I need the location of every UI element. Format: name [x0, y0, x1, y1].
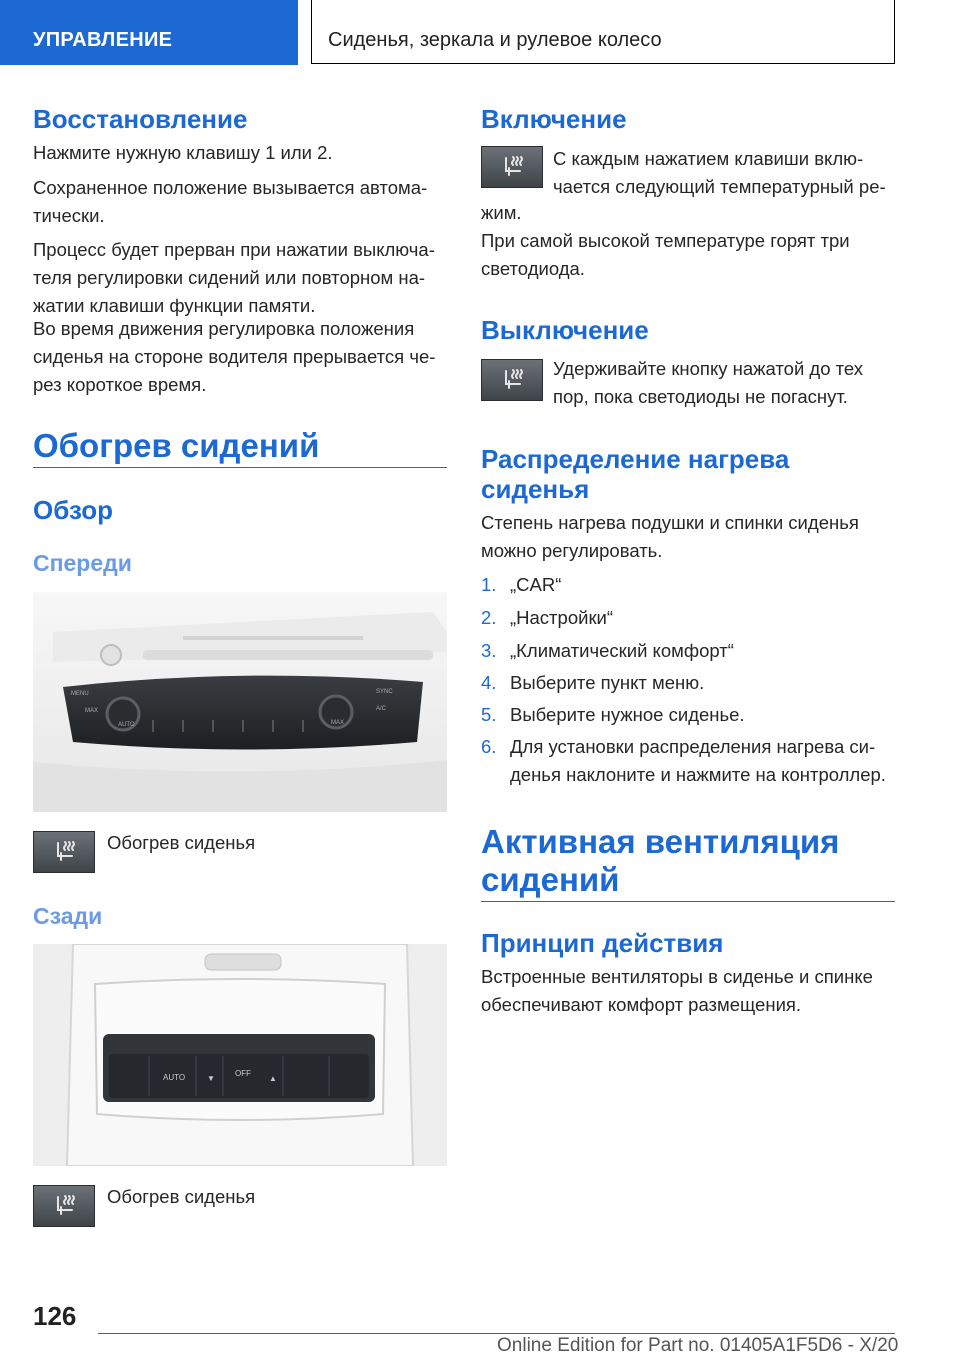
on-paragraph-line-1: С каждым нажатием клавиши вклю-: [553, 148, 864, 169]
rear-heading: Сзади: [33, 903, 103, 929]
section-title: УПРАВЛЕНИЕ: [33, 29, 173, 51]
off-heading: Выключение: [481, 315, 649, 345]
panel-label-auto: AUTO: [118, 722, 135, 728]
restore-paragraph-4-line-1: Во время движения регулировка положения: [33, 318, 415, 339]
principle-paragraph-line-1: Встроенные вентиляторы в сиденье и спинке: [481, 966, 873, 987]
list-number: 4.: [481, 672, 497, 693]
heading-rule: [481, 901, 895, 902]
chapter-header: [311, 0, 895, 64]
panel-label-sync: SYNC: [376, 689, 393, 695]
on-paragraph-line-3: жим.: [481, 202, 522, 223]
rear-label-auto: AUTO: [163, 1073, 186, 1082]
on-paragraph-2-line-1: При самой высокой температуре горят три: [481, 230, 850, 251]
list-text: „CAR“: [510, 574, 562, 595]
seat-heating-icon: [481, 359, 543, 401]
ventilation-heading-line-1: Активная вентиляция: [481, 823, 840, 860]
distribution-paragraph-line-2: можно регулировать.: [481, 540, 663, 561]
chapter-title: Сиденья, зеркала и рулевое колесо: [328, 29, 662, 51]
rear-caption: Обогрев сиденья: [107, 1186, 256, 1207]
list-text: Для установки распределения нагрева си-: [510, 736, 876, 757]
list-text: денья наклоните и нажмите на контроллер.: [510, 764, 886, 785]
off-paragraph-line-1: Удерживайте кнопку нажатой до тех: [553, 358, 864, 379]
restore-paragraph-1: Нажмите нужную клавишу 1 или 2.: [33, 142, 333, 163]
rear-label-up: ▲: [269, 1074, 277, 1083]
panel-label-max: MAX: [85, 708, 99, 714]
principle-heading: Принцип действия: [481, 928, 724, 958]
front-caption: Обогрев сиденья: [107, 832, 256, 853]
distribution-heading-line-1: Распределение нагрева: [481, 444, 790, 474]
distribution-heading-line-2: сиденья: [481, 474, 590, 504]
restore-paragraph-3-line-2: теля регулировки сидений или повторном на-: [33, 267, 426, 288]
list-text: „Настройки“: [510, 607, 614, 628]
footer-rule: [98, 1333, 895, 1334]
on-heading: Включение: [481, 104, 627, 134]
restore-paragraph-2-line-1: Сохраненное положение вызывается автома-: [33, 177, 428, 198]
overview-heading: Обзор: [33, 495, 113, 525]
restore-paragraph-3-line-3: жатии клавиши функции памяти.: [33, 295, 316, 316]
list-number: 6.: [481, 736, 497, 757]
on-paragraph-line-2: чается следующий температурный ре-: [553, 176, 886, 197]
list-number: 1.: [481, 574, 497, 595]
front-heading: Спереди: [33, 550, 132, 576]
restore-paragraph-4-line-2: сиденья на стороне водителя прерывается че-: [33, 346, 436, 367]
ventilation-heading-line-2: сидений: [481, 861, 620, 898]
front-climate-panel-image: [33, 592, 447, 812]
off-paragraph-line-2: пор, пока светодиоды не погаснут.: [553, 386, 848, 407]
restore-heading: Восстановление: [33, 104, 248, 134]
list-number: 3.: [481, 640, 497, 661]
rear-label-down: ▼: [207, 1074, 215, 1083]
seat-heating-icon: [33, 1185, 95, 1227]
seat-heating-icon: [33, 831, 95, 873]
list-text: Выберите нужное сиденье.: [510, 704, 745, 725]
heading-rule: [33, 467, 447, 468]
panel-label-max-2: MAX: [331, 720, 345, 726]
panel-label-menu: MENU: [71, 691, 89, 697]
principle-paragraph-line-2: обеспечивают комфорт размещения.: [481, 994, 802, 1015]
on-paragraph-2-line-2: светодиода.: [481, 258, 585, 279]
list-text: Выберите пункт меню.: [510, 672, 705, 693]
list-number: 5.: [481, 704, 497, 725]
rear-label-off: OFF: [235, 1069, 251, 1078]
restore-paragraph-4-line-3: рез короткое время.: [33, 374, 207, 395]
panel-label-ac: A/C: [376, 706, 387, 712]
restore-paragraph-3-line-1: Процесс будет прерван при нажатии выключа-: [33, 239, 435, 260]
list-number: 2.: [481, 607, 497, 628]
list-text: „Климатический комфорт“: [510, 640, 734, 661]
rear-climate-panel-image: [33, 944, 447, 1166]
seat-heating-icon: [481, 146, 543, 188]
restore-paragraph-2-line-2: тически.: [33, 205, 105, 226]
distribution-paragraph-line-1: Степень нагрева подушки и спинки сиденья: [481, 512, 859, 533]
page-number: 126: [33, 1301, 77, 1331]
section-tab: [0, 0, 298, 65]
edition-text: Online Edition for Part no. 01405A1F5D6 - X/20: [497, 1335, 899, 1356]
heating-heading: Обогрев сидений: [33, 427, 320, 464]
